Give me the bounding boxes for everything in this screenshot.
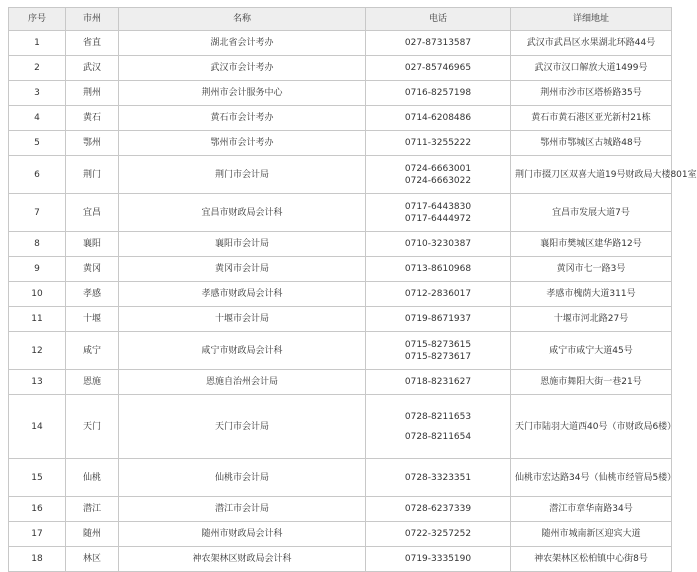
- row-phone: [366, 257, 511, 282]
- row-name: 黄冈市会计局: [119, 257, 366, 282]
- row-city: 恩施: [66, 370, 119, 395]
- row-city: 鄂州: [66, 131, 119, 156]
- table-row: [9, 459, 672, 497]
- phone-number: 0717-6444972: [404, 213, 472, 224]
- contact-table: [8, 7, 697, 572]
- phone-number: 027-87313587: [404, 38, 472, 48]
- row-address: 十堰市河北路27号: [511, 307, 672, 332]
- row-name: 随州市财政局会计科: [119, 522, 366, 547]
- phone-number: 0724-6663001: [404, 163, 472, 174]
- table-header: [9, 8, 672, 31]
- phone-number: 0711-3255222: [404, 138, 472, 148]
- table-row: [9, 81, 672, 106]
- phone-number: 0716-8257198: [404, 88, 472, 98]
- header-address: 详细地址: [511, 8, 672, 31]
- row-address: 黄石市黄石港区亚光新村21栋: [511, 106, 672, 131]
- row-index: 1: [9, 31, 66, 56]
- row-name: 荆州市会计服务中心: [119, 81, 366, 106]
- row-city: 省直: [66, 31, 119, 56]
- phone-number: 0728-3323351: [404, 472, 472, 483]
- row-index: 15: [9, 459, 66, 497]
- row-phone: [366, 81, 511, 106]
- header-city: 市州: [66, 8, 119, 31]
- row-phone: [366, 282, 511, 307]
- row-index: 17: [9, 522, 66, 547]
- row-city: 宜昌: [66, 194, 119, 232]
- row-name: 孝感市财政局会计科: [119, 282, 366, 307]
- table-row: [9, 31, 672, 56]
- table-row: [9, 131, 672, 156]
- table-row: [9, 522, 672, 547]
- row-address: 仙桃市宏达路34号（仙桃市经管局5楼）: [511, 459, 672, 497]
- row-city: 襄阳: [66, 232, 119, 257]
- row-name: 湖北省会计考办: [119, 31, 366, 56]
- row-index: 18: [9, 547, 66, 572]
- row-index: 2: [9, 56, 66, 81]
- row-name: 宜昌市财政局会计科: [119, 194, 366, 232]
- phone-number: 0728-8211653: [404, 411, 472, 422]
- row-address: 咸宁市咸宁大道45号: [511, 332, 672, 370]
- row-index: 16: [9, 497, 66, 522]
- row-city: 随州: [66, 522, 119, 547]
- row-city: 天门: [66, 395, 119, 459]
- header-phone: 电话: [366, 8, 511, 31]
- phone-number: 0715-8273617: [404, 351, 472, 362]
- row-address: 鄂州市鄂城区古城路48号: [511, 131, 672, 156]
- row-city: 黄石: [66, 106, 119, 131]
- row-phone: [366, 370, 511, 395]
- phone-number: 0715-8273615: [404, 339, 472, 350]
- table-row: [9, 307, 672, 332]
- row-city: 十堰: [66, 307, 119, 332]
- row-index: 11: [9, 307, 66, 332]
- table-row: [9, 56, 672, 81]
- table-body: [9, 31, 697, 572]
- row-name: 潜江市会计局: [119, 497, 366, 522]
- row-name: 武汉市会计考办: [119, 56, 366, 81]
- row-phone: [366, 232, 511, 257]
- phone-number: 0710-3230387: [404, 239, 472, 249]
- row-name: 十堰市会计局: [119, 307, 366, 332]
- table-row: [9, 547, 672, 572]
- table-row: [9, 282, 672, 307]
- row-phone: [366, 307, 511, 332]
- row-name: 鄂州市会计考办: [119, 131, 366, 156]
- row-address: 黄冈市七一路3号: [511, 257, 672, 282]
- row-phone: [366, 459, 511, 497]
- row-phone: [366, 131, 511, 156]
- row-phone: [366, 332, 511, 370]
- table-row: [9, 395, 672, 459]
- table-row: [9, 232, 672, 257]
- row-index: 5: [9, 131, 66, 156]
- row-city: 潜江: [66, 497, 119, 522]
- phone-number: 0712-2836017: [404, 289, 472, 299]
- row-city: 荆门: [66, 156, 119, 194]
- row-name: 天门市会计局: [119, 395, 366, 459]
- row-phone: [366, 395, 511, 459]
- row-city: 咸宁: [66, 332, 119, 370]
- row-phone: [366, 547, 511, 572]
- row-city: 林区: [66, 547, 119, 572]
- phone-number: 0718-8231627: [404, 377, 472, 387]
- table-row: [9, 156, 672, 194]
- phone-number: 0719-3335190: [404, 554, 472, 564]
- row-address: 宜昌市发展大道7号: [511, 194, 672, 232]
- row-name: 黄石市会计考办: [119, 106, 366, 131]
- row-phone: [366, 106, 511, 131]
- row-address: 恩施市舞阳大街一巷21号: [511, 370, 672, 395]
- phone-number: 027-85746965: [404, 63, 472, 73]
- row-phone: [366, 497, 511, 522]
- table-row: [9, 194, 672, 232]
- row-address: 随州市城南新区迎宾大道: [511, 522, 672, 547]
- row-index: 4: [9, 106, 66, 131]
- row-address: 荆门市掇刀区双喜大道19号财政局大楼801室: [511, 156, 672, 194]
- row-phone: [366, 56, 511, 81]
- row-index: 3: [9, 81, 66, 106]
- phone-number: 0728-6237339: [404, 504, 472, 514]
- row-phone: [366, 156, 511, 194]
- row-index: 6: [9, 156, 66, 194]
- row-city: 孝感: [66, 282, 119, 307]
- table-row: [9, 257, 672, 282]
- row-name: 咸宁市财政局会计科: [119, 332, 366, 370]
- row-address: 武汉市汉口解放大道1499号: [511, 56, 672, 81]
- phone-number: 0717-6443830: [404, 201, 472, 212]
- table-row: [9, 497, 672, 522]
- row-city: 武汉: [66, 56, 119, 81]
- header-row: [9, 8, 672, 31]
- phone-number: 0713-8610968: [404, 264, 472, 274]
- row-address: 荆州市沙市区塔桥路35号: [511, 81, 672, 106]
- row-address: 神农架林区松柏镇中心街8号: [511, 547, 672, 572]
- row-name: 神农架林区财政局会计科: [119, 547, 366, 572]
- row-index: 13: [9, 370, 66, 395]
- row-phone: [366, 194, 511, 232]
- table-row: [9, 370, 672, 395]
- header-name: 名称: [119, 8, 366, 31]
- row-name: 荆门市会计局: [119, 156, 366, 194]
- row-name: 恩施自治州会计局: [119, 370, 366, 395]
- row-index: 10: [9, 282, 66, 307]
- row-address: 孝感市槐荫大道311号: [511, 282, 672, 307]
- phone-number: 0719-8671937: [404, 314, 472, 324]
- row-city: 仙桃: [66, 459, 119, 497]
- row-index: 8: [9, 232, 66, 257]
- header-index: 序号: [9, 8, 66, 31]
- row-phone: [366, 31, 511, 56]
- phone-number: 0722-3257252: [404, 529, 472, 539]
- phone-number: 0724-6663022: [404, 175, 472, 186]
- row-index: 7: [9, 194, 66, 232]
- row-name: 襄阳市会计局: [119, 232, 366, 257]
- row-city: 黄冈: [66, 257, 119, 282]
- table-row: [9, 332, 672, 370]
- row-index: 9: [9, 257, 66, 282]
- phone-number: 0728-8211654: [404, 431, 472, 442]
- row-address: 潜江市章华南路34号: [511, 497, 672, 522]
- row-address: 武汉市武昌区水果湖北环路44号: [511, 31, 672, 56]
- row-city: 荆州: [66, 81, 119, 106]
- phone-number: 0714-6208486: [404, 113, 472, 123]
- row-name: 仙桃市会计局: [119, 459, 366, 497]
- table-row: [9, 106, 672, 131]
- row-address: 天门市陆羽大道西40号（市财政局6楼）: [511, 395, 672, 459]
- row-address: 襄阳市樊城区建华路12号: [511, 232, 672, 257]
- row-phone: [366, 522, 511, 547]
- row-index: 12: [9, 332, 66, 370]
- row-index: 14: [9, 395, 66, 459]
